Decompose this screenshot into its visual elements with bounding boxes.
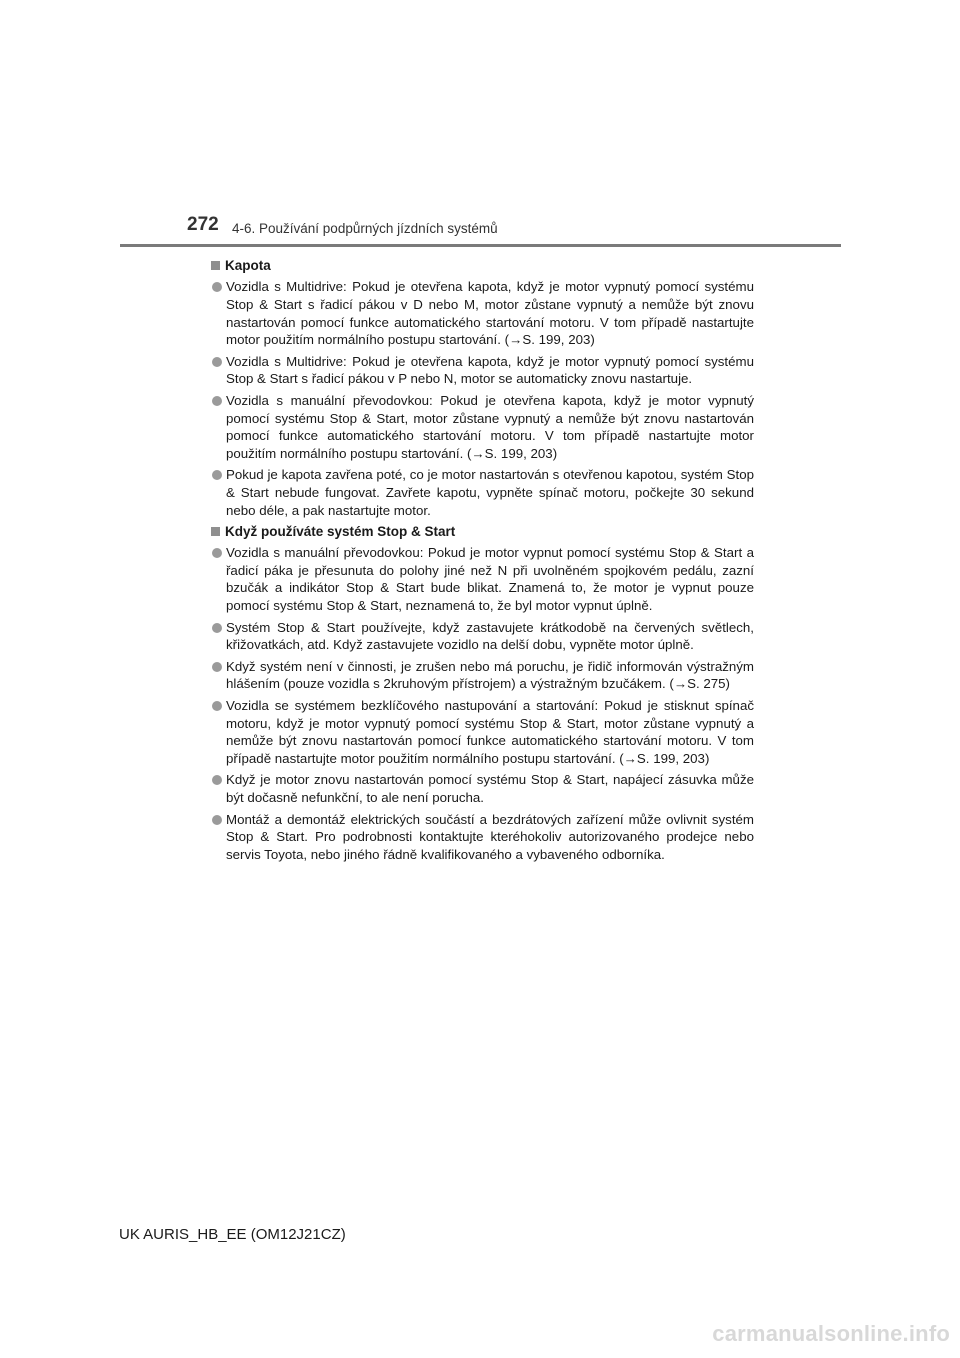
list-item-text: Vozidla s manuální převodovkou: Pokud je motor vypnut pomocí systému Stop & Start a řadicí páka je přesunuta do polohy jiné než N při uvolněném spojkovém pedálu, zazní bzučák a indikátor Stop & Start bude blikat. Znamená to, že motor je vypnut pouze pomocí systému Stop & Start, neznamená to, že byl motor vypnut úplně. <box>226 544 754 614</box>
list-item-text: Vozidla s Multidrive: Pokud je otevřena kapota, když je motor vypnutý pomocí systému Stop & Start s řadicí pákou v D nebo M, motor zůstane vypnutý a nemůže být znovu nastartován pomocí funkce automatického startování motoru. V tom případě nastartujte motor použitím normálního postupu startování. (→S. 199, 203) <box>226 279 754 348</box>
bullet-icon <box>212 470 222 480</box>
list-item <box>211 392 754 463</box>
list-item-text: Systém Stop & Start používejte, když zastavujete krátkodobě na červených světlech, křižovatkách, atd. Když zastavujete vozidlo na delší dobu, vypněte motor úplně. <box>226 619 754 653</box>
list-item-text: Pokud je kapota zavřena poté, co je motor nastartován s otevřenou kapotou, systém Stop & Start nebude fungovat. Zavřete kapotu, vypněte spínač motoru, počkejte 30 sekund nebo déle, a pak nastartujte motor. <box>226 467 754 519</box>
header-divider <box>120 244 841 247</box>
bullet-icon <box>212 775 222 785</box>
list-item <box>211 619 754 655</box>
watermark-link[interactable]: carmanualsonline.info <box>712 1321 950 1346</box>
list-item-text: Když systém není v činnosti, je zrušen nebo má poruchu, je řidič informován výstražným hlášením (pouze vozidla s 2kruhovým přístrojem) a výstražným bzučákem. (→S. 275) <box>226 658 754 692</box>
list-item-text: Montáž a demontáž elektrických součástí a bezdrátových zařízení může ovlivnit systém Stop & Start. Pro podrobnosti kontaktujte kteréhokoliv autorizovaného prodejce nebo servis Toyota, nebo jiného řádně kvalifikovaného a vybaveného odborníka. <box>226 811 754 863</box>
list-item <box>211 466 754 519</box>
bullet-icon <box>212 701 222 711</box>
square-bullet-icon <box>211 527 220 536</box>
bullet-icon <box>212 357 222 367</box>
page-number: 272 <box>187 214 219 235</box>
bullet-icon <box>212 815 222 825</box>
section-title: Kapota <box>225 258 271 273</box>
document-code: UK AURIS_HB_EE (OM12J21CZ) <box>119 1226 346 1243</box>
list-item <box>211 353 754 389</box>
page-content <box>211 254 754 866</box>
list-item <box>211 278 754 349</box>
bullet-icon <box>212 623 222 633</box>
list-item <box>211 811 754 864</box>
list-item <box>211 658 754 694</box>
section-title: Když používáte systém Stop & Start <box>225 523 456 539</box>
chapter-title: 4-6. Používání podpůrných jízdních systémů <box>232 221 498 236</box>
bullet-icon <box>212 282 222 292</box>
square-bullet-icon <box>211 261 220 270</box>
section-stop-start <box>211 523 754 864</box>
list-item-text: Vozidla s Multidrive: Pokud je otevřena kapota, když je motor vypnutý pomocí systému Stop & Start s řadicí pákou v P nebo N, motor se automaticky znovu nastartuje. <box>226 353 754 387</box>
bullet-icon <box>212 662 222 672</box>
list-item-text: Když je motor znovu nastartován pomocí systému Stop & Start, napájecí zásuvka může být dočasně nefunkční, to ale není porucha. <box>226 772 754 806</box>
list-item <box>211 697 754 768</box>
list-item-text: Vozidla se systémem bezklíčového nastupování a startování: Pokud je stisknut spínač motoru, když je motor vypnutý pomocí systému Stop & Start, motor zůstane vypnutý a nemůže být znovu nastartován pomocí funkce automatického startování motoru. V tom případě nastartujte motor použitím normálního postupu startování. (→S. 199, 203) <box>226 697 754 767</box>
list-item <box>211 544 754 615</box>
bullet-icon <box>212 396 222 406</box>
list-item <box>211 771 754 807</box>
section-kapota <box>211 257 754 520</box>
bullet-icon <box>212 548 222 558</box>
section-heading <box>211 523 754 541</box>
list-item-text: Vozidla s manuální převodovkou: Pokud je otevřena kapota, když je motor vypnutý pomocí systému Stop & Start, motor zůstane vypnutý a nemůže být znovu nastartován pomocí funkce automatického startování motoru. V tom případě nastartujte motor použitím normálního postupu startování. (→S. 199, 203) <box>226 392 754 462</box>
section-heading <box>211 257 754 275</box>
